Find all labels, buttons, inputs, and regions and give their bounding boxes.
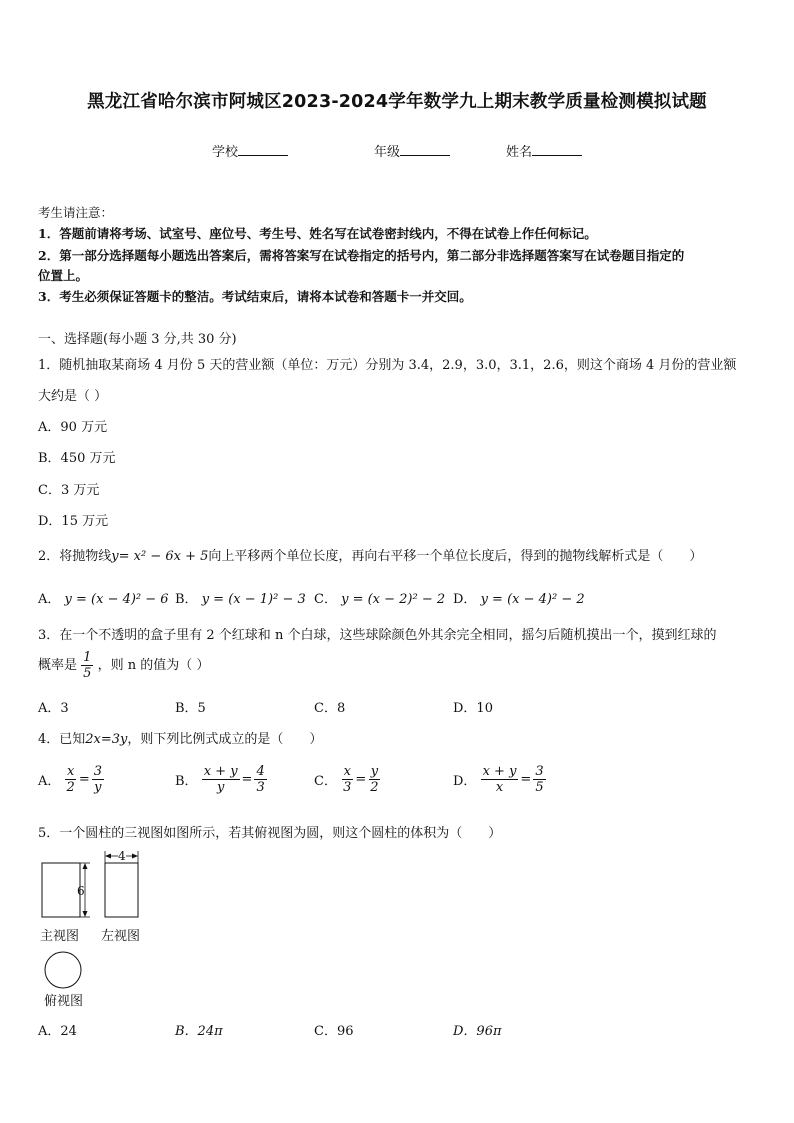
notice-item: 1．答题前请将考场、试室号、座位号、考生号、姓名写在试卷密封线内，不得在试卷上作任何标记。 [38, 226, 597, 241]
q1-option-c: C．3 万元 [38, 483, 100, 498]
q3-option-b: B．5 [175, 701, 206, 716]
notice-heading: 考生请注意： [38, 205, 114, 220]
school-field [212, 141, 288, 160]
q4-pre: 4．已知 [38, 732, 86, 747]
frac-numerator: 3 [535, 764, 544, 779]
q1-option-d: D．15 万元 [38, 514, 109, 529]
frac-numerator: x + y [203, 764, 238, 779]
q5-option-b: B．24π [175, 1024, 223, 1039]
q3-post: ，则 n 的值为（ ） [97, 658, 210, 673]
option-label: A． [38, 592, 61, 607]
q3-option-a: A．3 [38, 701, 69, 716]
frac-denominator: 5 [535, 780, 544, 795]
frac-denominator: 3 [343, 780, 352, 795]
notice-item: 2．第一部分选择题每小题选出答案后，需将答案写在试卷指定的括号内，第二部分非选择题答案写在试卷题目指定的 [38, 248, 685, 263]
q3-stem: 3．在一个不透明的盒子里有 2 个红球和 n 个白球，这些球除颜色外其余完全相同，摇匀后随机摸出一个，摸到红球的 [38, 628, 717, 643]
q4-option-a: A． $\frac{x}{2}$ = $\frac{3}{y}$ [38, 764, 102, 795]
fraction [202, 765, 240, 794]
frac-denominator: y [94, 780, 102, 795]
q5-option-a: A．24 [38, 1024, 77, 1039]
frac-denominator: y [216, 780, 225, 795]
name-blank [532, 143, 582, 156]
fraction [65, 765, 77, 794]
option-label: B． [175, 592, 198, 607]
q2-expr-y: y [111, 549, 119, 564]
school-label: 学校 [212, 145, 239, 160]
q5-option-d: D．96π [453, 1024, 502, 1039]
frac-numerator: y [370, 764, 379, 779]
frac-denominator: 2 [370, 780, 379, 795]
option-expr: y = (x − 4)² − 6 [64, 592, 169, 607]
q4-post: ，则下列比例式成立的是（ ） [127, 732, 323, 747]
option-label: D． [453, 592, 477, 607]
q2-option-d [453, 588, 585, 607]
q4-option-c: C． $\frac{x}{3}$ = $\frac{y}{2}$ [314, 764, 379, 795]
option-expr: y = (x − 1)² − 3 [201, 592, 306, 607]
option-expr: y = (x − 4)² − 2 [480, 592, 585, 607]
frac-denominator: 5 [83, 666, 92, 681]
front-view-rect [42, 863, 80, 917]
height-dimension-label: 6 [77, 884, 85, 898]
width-dimension-label: 4 [118, 849, 126, 863]
fraction [533, 765, 545, 794]
q4-option-d: D． $\frac{x + y}{x}$ = $\frac{3}{5}$ [453, 764, 544, 795]
q5-option-c: C．96 [314, 1024, 354, 1039]
option-label: D． [453, 774, 477, 789]
frac-denominator: x [495, 780, 504, 795]
page-title: 黑龙江省哈尔滨市阿城区2023-2024学年数学九上期末教学质量检测模拟试题 [87, 92, 707, 112]
option-label: C． [314, 592, 337, 607]
q5-stem: 5．一个圆柱的三视图如图所示，若其俯视图为圆，则这个圆柱的体积为（ ） [38, 826, 502, 841]
q4-stem [38, 728, 322, 747]
fraction [92, 765, 104, 794]
front-view-caption: 主视图 [40, 929, 80, 944]
q2-pre: 2．将抛物线 [38, 549, 112, 564]
q1-option-b: B．450 万元 [38, 451, 116, 466]
left-view-caption: 左视图 [101, 929, 141, 944]
fraction [341, 765, 353, 794]
q3-pre: 概率是 [38, 658, 78, 673]
q4-condition: 2x=3y [85, 732, 128, 747]
frac-denominator: 3 [256, 780, 265, 795]
name-field [506, 141, 582, 160]
section-heading: 一、选择题(每小题 3 分,共 30 分) [38, 332, 237, 347]
option-label: B． [175, 774, 198, 789]
q2-expr: = x² − 6x + 5 [118, 549, 209, 564]
frac-numerator: 1 [83, 650, 92, 665]
fraction [254, 765, 266, 794]
option-label: C． [314, 774, 337, 789]
q3-fraction [81, 651, 93, 680]
top-view-circle [45, 952, 81, 988]
frac-numerator: x [67, 764, 75, 779]
q1-stem: 1．随机抽取某商场 4 月份 5 天的营业额（单位：万元）分别为 3.4，2.9，3.0，3.1，2.6，则这个商场 4 月份的营业额 [38, 358, 737, 373]
q2-stem [38, 545, 702, 564]
frac-numerator: x [343, 764, 351, 779]
q2-option-a [38, 588, 169, 607]
left-view-rect [105, 863, 138, 917]
fraction [368, 765, 380, 794]
q3-option-d: D．10 [453, 701, 493, 716]
top-view-caption: 俯视图 [44, 994, 84, 1009]
option-label: A． [38, 774, 61, 789]
q1-stem-cont: 大约是（ ） [38, 389, 108, 404]
frac-numerator: 3 [93, 764, 102, 779]
q2-option-b [175, 588, 306, 607]
frac-numerator: x + y [482, 764, 517, 779]
q2-post: 向上平移两个单位长度，再向右平移一个单位长度后，得到的抛物线解析式是（ ） [208, 549, 703, 564]
frac-numerator: 4 [256, 764, 265, 779]
option-expr: y = (x − 2)² − 2 [341, 592, 446, 607]
q3-option-c: C．8 [314, 701, 346, 716]
name-label: 姓名 [506, 145, 533, 160]
fraction [481, 765, 519, 794]
notice-item: 位置上。 [38, 268, 89, 283]
three-view-figure [36, 846, 166, 1016]
q2-option-c [314, 588, 445, 607]
grade-field [374, 141, 450, 160]
grade-blank [400, 143, 450, 156]
school-blank [238, 143, 288, 156]
grade-label: 年级 [374, 145, 401, 160]
frac-denominator: 2 [66, 780, 75, 795]
notice-item: 3．考生必须保证答题卡的整洁。考试结束后，请将本试卷和答题卡一并交回。 [38, 289, 472, 304]
q3-stem-cont [38, 651, 209, 680]
q1-option-a: A．90 万元 [38, 420, 108, 435]
q4-option-b: B． $\frac{x + y}{y}$ = $\frac{4}{3}$ [175, 764, 265, 795]
